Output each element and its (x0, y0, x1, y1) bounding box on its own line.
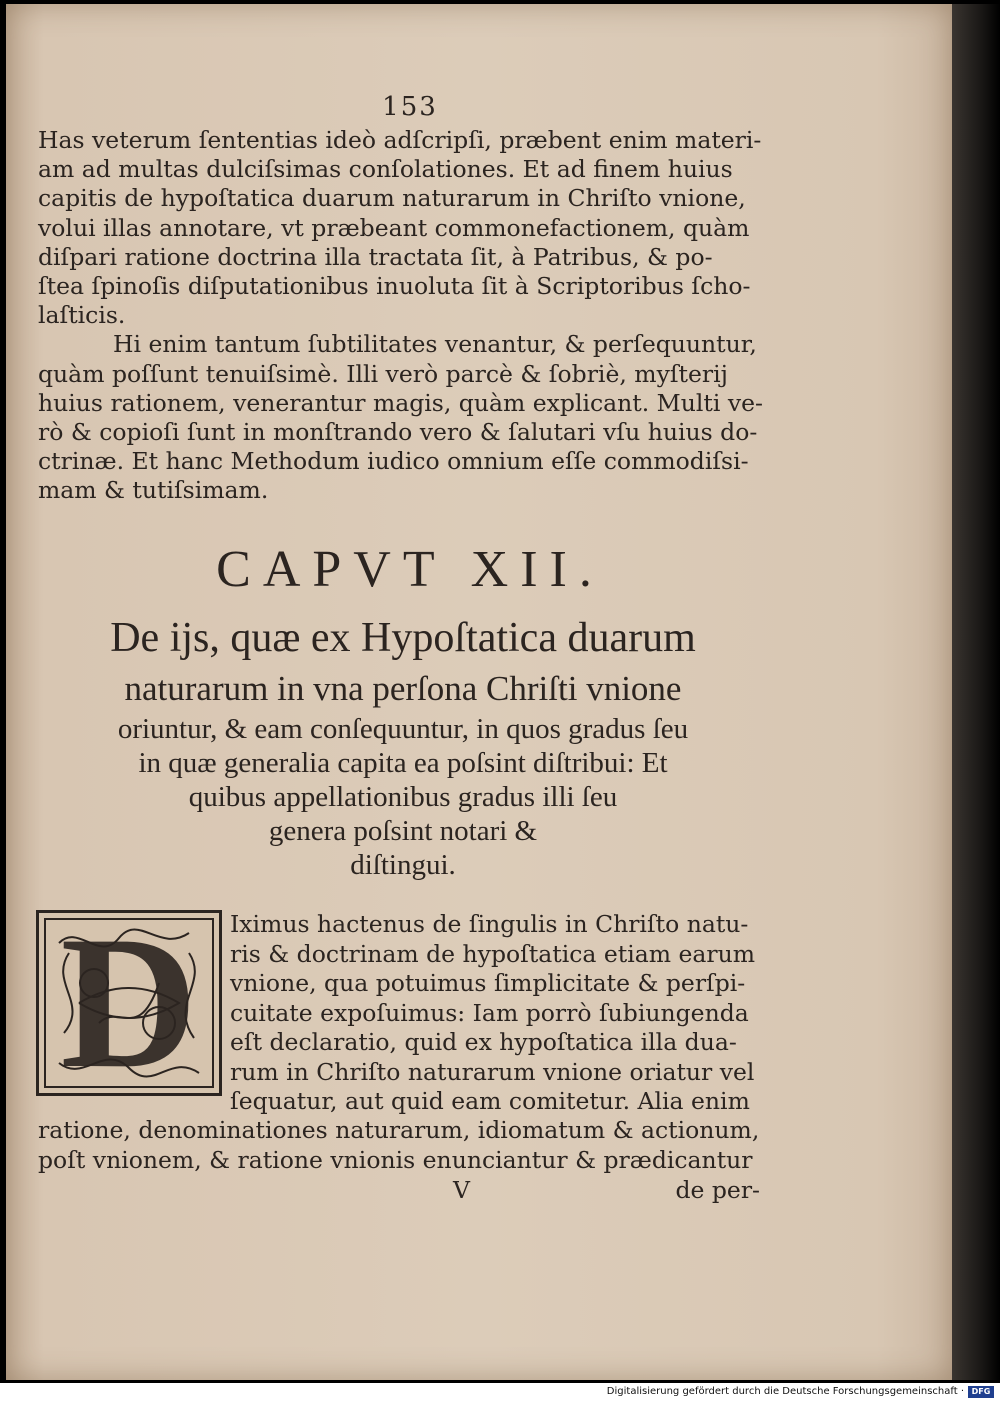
drop-cap-letter: D (60, 898, 198, 1108)
text-line: mam & tutiſsimam. (38, 476, 269, 505)
chapter-title-line: in quæ generalia capita ea poſsint diſtribui: Et (138, 747, 668, 779)
text-line: rò & copioſi ſunt in monſtrando vero & ſalutari vſu huius do- (38, 418, 758, 447)
ornamental-initial (36, 898, 222, 1108)
text-line: diſpari ratione doctrina illa tractata ſit, à Patribus, & po- (38, 242, 713, 271)
chapter-title-line: genera poſsint notari & (268, 815, 538, 847)
chapter-title-line: quibus appellationibus gradus illi ſeu (188, 781, 618, 813)
chapter-title-line: naturarum in vna perſona Chriſti vnione (124, 669, 682, 708)
footer-credit: Digitalisierung gefördert durch die Deutsche Forschungsgemeinschaft · (606, 1386, 964, 1397)
text-line: am ad multas dulciſsimas conſolationes. Et ad finem huius (38, 155, 733, 184)
text-line: capitis de hypoſtatica duarum naturarum in Chriſto vnione, (38, 184, 746, 213)
text-line: huius rationem, venerantur magis, quàm explicant. Multi ve- (38, 388, 763, 417)
text-line: Hi enim tantum ſubtilitates venantur, & perſequuntur, (113, 330, 757, 359)
chapter-title-line: diſtingui. (350, 849, 456, 881)
text-line: quàm poſſunt tenuiſsimè. Illi verò parcè & ſobriè, myſterij (38, 359, 728, 388)
text-line: poſt vnionem, & ratione vnionis enunciantur & prædicantur (38, 1145, 753, 1174)
text-line: Has veterum ſententias ideò adſcripſi, præbent enim materi- (38, 126, 762, 154)
text-line: Iximus hactenus de ſingulis in Chriſto natu- (230, 910, 749, 938)
dfg-logo: DFG (968, 1386, 994, 1398)
paragraph-2-lines (38, 330, 768, 505)
text-line: ctrinæ. Et hanc Methodum iudico omnium eſſe commodiſsi- (38, 447, 749, 476)
paragraph-3-continued (38, 1116, 760, 1175)
chapter-title-line: oriuntur, & eam conſequuntur, in quos gradus ſeu (117, 713, 689, 745)
text-line: ratione, denominationes naturarum, idiomatum & actionum, (38, 1116, 760, 1144)
text-line: cuitate expoſuimus: Iam porrò ſubiungenda (230, 998, 749, 1027)
chapter-heading: CAPVT XII. (216, 541, 604, 598)
text-line: rum in Chriſto naturarum vnione oriatur vel (230, 1057, 755, 1086)
text-line: volui illas annotare, vt præbeant commonefactionem, quàm (38, 213, 750, 242)
chapter-title (38, 610, 768, 882)
chapter-title-line: De ijs, quæ ex Hypoſtatica duarum (110, 615, 696, 661)
text-line: laſticis. (38, 301, 126, 330)
digitization-footer (0, 1383, 1000, 1401)
text-line: vnione, qua potuimus ſimplicitate & perſpi- (230, 969, 746, 997)
page-edge-shadow (952, 4, 1000, 1380)
paragraph-1 (38, 126, 768, 506)
signature-mark: V (453, 1176, 470, 1204)
paragraph-3-beside-initial (230, 910, 760, 1117)
text-line: eſt declaratio, quid ex hypoſtatica illa dua- (230, 1028, 737, 1056)
catchword: de per- (675, 1176, 760, 1204)
paragraph-1-lines (38, 126, 768, 330)
text-line: ſequatur, aut quid eam comitetur. Alia enim (230, 1087, 750, 1115)
text-line: ris & doctrinam de hypoſtatica etiam earum (230, 939, 756, 968)
page-number: 153 (382, 92, 438, 122)
text-line: ſtea ſpinoſis diſputationibus inuoluta ſit à Scriptoribus ſcho- (38, 272, 751, 301)
